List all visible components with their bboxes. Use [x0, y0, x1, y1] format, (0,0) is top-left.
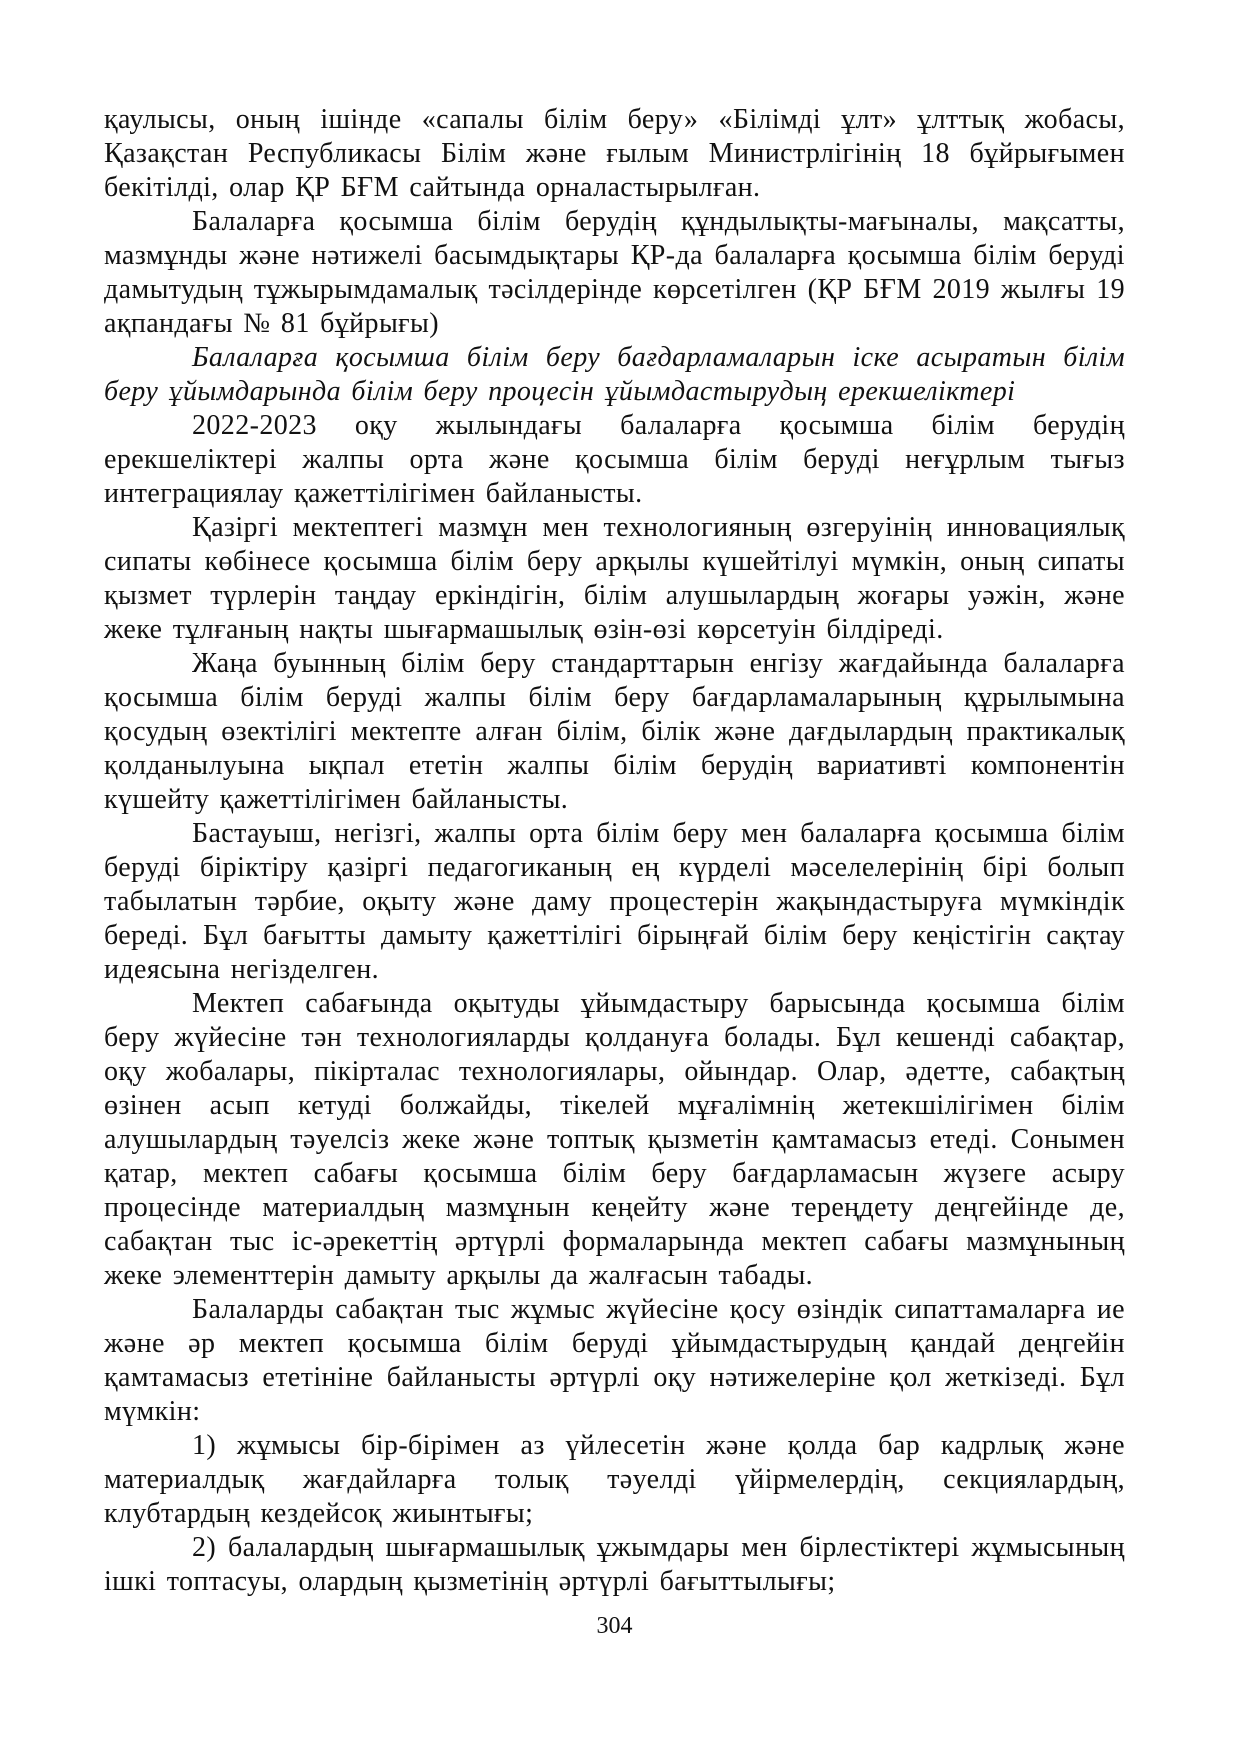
- paragraph: Балаларды сабақтан тыс жұмыс жүйесіне қосу өзіндік сипаттамаларға ие және әр мектеп қосымша білім беруді ұйымдастырудың қандай деңгейін қамтамасыз ететініне байланысты әртүрлі оқу нәтижелеріне қол жеткізеді. Бұл мүмкін:: [104, 1294, 1125, 1427]
- text-block: [104, 103, 1125, 1599]
- list-item-1: 1) жұмысы бір-бірімен аз үйлесетін және қолда бар кадрлық және материалдық жағдайларға толық тәуелді үйірмелердің, секциялардың, клубтардың кездейсоқ жиынтығы;: [104, 1430, 1125, 1529]
- list-item-2: 2) балалардың шығармашылық ұжымдары мен бірлестіктері жұмысының ішкі топтасуы, олардың қызметінің әртүрлі бағыттылығы;: [104, 1532, 1125, 1597]
- paragraph: 2022-2023 оқу жылындағы балаларға қосымша білім берудің ерекшеліктері жалпы орта және қосымша білім беруді неғұрлым тығыз интеграциялау қажеттілігімен байланысты.: [104, 410, 1125, 509]
- paragraph: Жаңа буынның білім беру стандарттарын енгізу жағдайында балаларға қосымша білім беруді жалпы білім беру бағдарламаларының құрылымына қосудың өзектілігі мектепте алған білім, білік және дағдылардың практикалық қолданылуына ықпал ететін жалпы білім берудің вариативті компонентін күшейту қажеттілігімен байланысты.: [104, 648, 1125, 815]
- paragraph: Мектеп сабағында оқытуды ұйымдастыру барысында қосымша білім беру жүйесіне тән технологияларды қолдануға болады. Бұл кешенді сабақтар, оқу жобалары, пікірталас технологиялары, ойындар. Олар, әдетте, сабақтың өзінен асып кетуді болжайды, тікелей мұғалімнің жетекшілігімен білім алушылардың тәуелсіз жеке және топтық қызметін қамтамасыз етеді. Сонымен қатар, мектеп сабағы қосымша білім беру бағдарламасын жүзеге асыру процесінде материалдың мазмұнын кеңейту және тереңдету деңгейінде де, сабақтан тыс іс-әрекеттің әртүрлі формаларында мектеп сабағы мазмұнының жеке элементтерін дамыту арқылы да жалғасын табады.: [104, 988, 1125, 1291]
- page-number: 304: [596, 1613, 633, 1639]
- paragraph: Бастауыш, негізгі, жалпы орта білім беру мен балаларға қосымша білім беруді біріктіру қазіргі педагогиканың ең күрделі мәселелерінің бірі болып табылатын тәрбие, оқыту және даму процестерін жақындастыруға мүмкіндік береді. Бұл бағытты дамыту қажеттілігі бірыңғай білім беру кеңістігін сақтау идеясына негізделген.: [104, 818, 1125, 985]
- paragraph-italic-subheading: Балаларға қосымша білім беру бағдарламаларын іске асыратын білім беру ұйымдарында білім беру процесін ұйымдастырудың ерекшеліктері: [104, 342, 1125, 407]
- paragraph-continuation: қаулысы, оның ішінде «сапалы білім беру» «Білімді ұлт» ұлттық жобасы, Қазақстан Республикасы Білім және ғылым Министрлігінің 18 бұйрығымен бекітілді, олар ҚР БҒМ сайтында орналастырылған.: [104, 104, 1125, 203]
- paragraph: Балаларға қосымша білім берудің құндылықты-мағыналы, мақсатты, мазмұнды және нәтижелі басымдықтары ҚР-да балаларға қосымша білім беруді дамытудың тұжырымдамалық тәсілдерінде көрсетілген (ҚР БҒМ 2019 жылғы 19 ақпандағы № 81 бұйрығы): [104, 206, 1125, 339]
- paragraph: Қазіргі мектептегі мазмұн мен технологияның өзгеруінің инновациялық сипаты көбінесе қосымша білім беру арқылы күшейтілуі мүмкін, оның сипаты қызмет түрлерін таңдау еркіндігін, білім алушылардың жоғары уәжін, және жеке тұлғаның нақты шығармашылық өзін-өзі көрсетуін білдіреді.: [104, 512, 1125, 645]
